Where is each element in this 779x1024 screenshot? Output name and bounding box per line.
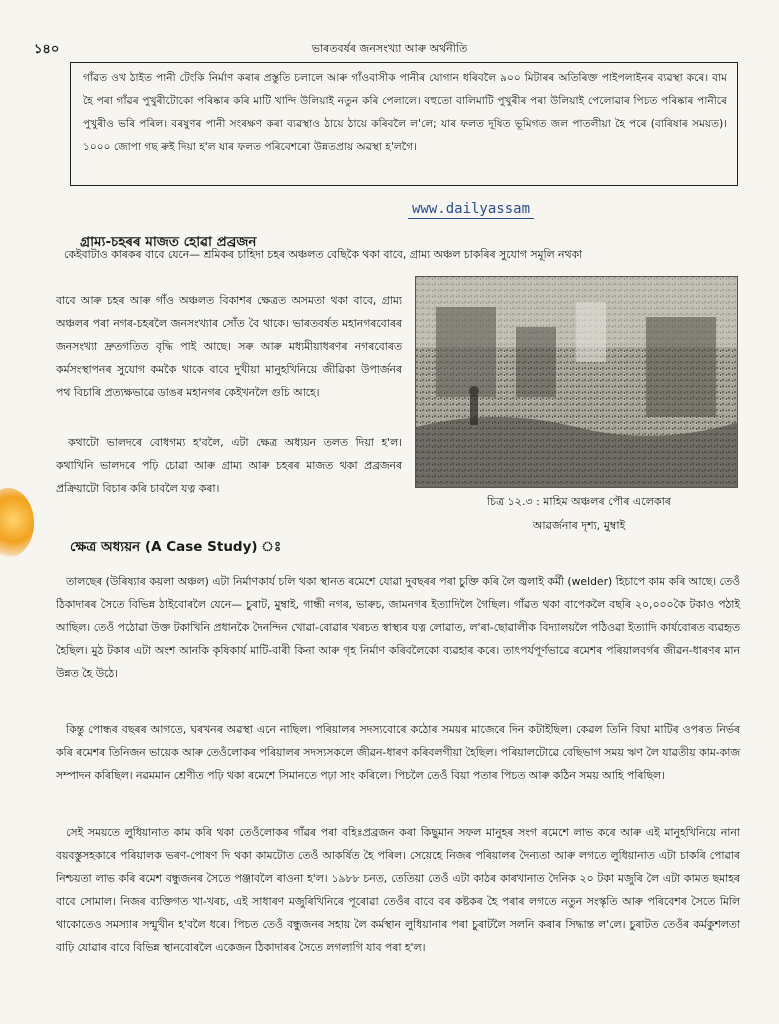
figure-caption-line-2: আৱৰ্জনাৰ দৃশ্য, মুম্বাই xyxy=(532,519,626,532)
case-study-para-3: সেই সময়তে লুধিয়ানাত কাম কৰি থকা তেওঁলোকৰ গাঁৱৰ পৰা বহিঃপ্ৰব্ৰজন কৰা কিছুমান সফল মানুহৰ সংগ ৰমেশে লাভ কৰে আৰু এই মানুহখিনিয়ে নানা বয়বস্তুসহকাৰে পৰিয়ালক ভৰণ-পোষণ দি থকা কামটোত তেওঁ আকৰ্ষিত হৈ পৰিল। সেয়েহে নিজৰ পৰিয়ালৰ দৈন্যতা আৰু লগতে লুধিয়ানাত এটা চাকৰি পোৱাৰ নিশ্চয়তা লাভ কৰি ৰমেশ বন্ধুজনৰ সৈতে পঞ্জাবলৈ ৰাওনা হ'ল। ১৯৮৮ চনত, তেতিয়া তেওঁ এটা কাঠৰ কাৰখানাত দৈনিক ২০ টকা মজুৰি লৈ এটা কামত ছমাহৰ বাবে সোমাল। নিজৰ ব্যক্তিগত খা-খৰচ, এই সাধাৰণ মজুৰিখিনিৰে পূৰোৱা তেওঁৰ বাবে বৰ কষ্টকৰ হৈ পৰাৰ লগতে নতুন সংস্কৃতি আৰু পৰিবেশৰ সৈতে মিলি থাকোতেও সমস্যাৰ সন্মুখীন হ'বলৈ ধৰে। পিচত তেওঁ বন্ধুজনৰ সহায় লৈ কৰ্মস্থান লুধিয়ানাৰ পৰা চুৰাটলৈ সলনি কৰাৰ সিদ্ধান্ত ল'লে। চুৰাটত তেওঁৰ কৰ্মকুশলতা বাঢ়ি যোৱাৰ বাবে বিভিন্ন স্থানবোৰলৈ একেজন ঠিকাদাৰৰ সৈতে লগলাগি যাব পৰা হ'ল। xyxy=(56,826,740,954)
case-study-para-1: তালছেৰ (উৰিষ্যাৰ কয়লা অঞ্চল) এটা নিৰ্মাণকাৰ্য চলি থকা স্থানত ৰমেশে যোৱা দুবছৰৰ পৰা চুক্তি কৰি লৈ জ্বলাই কৰ্মী (welder) হিচাপে কাম কৰি আছে। তেওঁ ঠিকাদাৰৰ সৈতে বিভিন্ন ঠাইবোৰলৈ যেনে— চুৰাট, মুম্বাই, গান্ধী নগৰ, ভাৰুচ, জামনগৰ ইত্যাদিলৈ গৈছিল। গাঁৱত থকা বাপেকলৈ বছৰি ২০,০০০কৈ টকাও পঠাই আছিল। তেওঁ পঠোৱা উক্ত টকাখিনি প্ৰধানকৈ দৈনন্দিন খোৱা-বোৱাৰ খৰচত স্বাস্থ্যৰ যত্ন লোৱাত, ল'ৰা-ছোৱালীক বিদ্যালয়লৈ পঠিওৱা ইত্যাদি কাৰ্যবোৰত ব্যৱহৃত হৈছিল। মুঠ টকাৰ এটা অংশ আনকি কৃষিকাৰ্য মাটি-বাৰী কিনা আৰু গৃহ নিৰ্মাণ কৰিবলৈকো ব্যৱহাৰ কৰে। তাৎপৰ্যপূৰ্ণভাৱে ৰমেশৰ পৰিয়ালবৰ্গৰ জীৱন-ধাৰণৰ মান উন্নত হৈ উঠে। xyxy=(56,575,740,680)
watermark-text: www.dailyassam xyxy=(408,200,534,219)
slum-photo-illustration xyxy=(416,277,738,488)
boxed-note: গাঁৱত ওখ ঠাইত পানী টেংকি নিৰ্মাণ কৰাৰ প্ৰস্তুতি চলালে আৰু গাঁওবাসীক পানীৰ যোগান ধৰিবলৈ ৯০০ মিটাৰৰ অতিৰিক্ত পাইপলাইনৰ ব্যৱস্থা কৰে। বাম হৈ পৰা গাঁৱৰ পুখুৰীটোকো পৰিষ্কাৰ কৰি মাটি খান্দি উলিয়াই নতুন কৰি পেলালে। বহুতো বালিমাটি পুখুৰীৰ পৰা উলিয়াই পেলোৱাৰ পিচত পৰিষ্কাৰ পানীৰে পুখুৰীও ভৰি পৰিল। বৰষুণৰ পানী সংৰক্ষণ কৰা ব্যৱস্থাও ঠায়ে ঠায়ে কৰিবলৈ ল'লে; যাৰ ফলত দূষিত ভূমিগত জল পাতলীয়া হৈ পৰে (বাৰিষাৰ সময়ত)। ১০০০ জোপা গছ ৰুই দিয়া হ'ল যাৰ ফলত পৰিবেশৰো উন্নতপ্ৰায় অৱস্থা হ'লগৈ। xyxy=(70,62,738,186)
migration-intro: কেইবাটাও কাৰকৰ বাবে যেনে— শ্ৰমিকৰ চাহিদা চহৰ অঞ্চলত বেছিকৈ থকা বাবে, গ্ৰাম্য অঞ্চল চাকৰিৰ সুযোগ সমূলি নথকা xyxy=(64,248,583,261)
running-header: ভাৰতবৰ্ষৰ জনসংখ্যা আৰু অৰ্থনীতি xyxy=(311,42,468,55)
figure-photo xyxy=(415,276,738,488)
migration-para-1: বাবে আৰু চহৰ আৰু গাঁও অঞ্চলত বিকাশৰ ক্ষেত্ৰত অসমতা থকা বাবে, গ্ৰাম্য অঞ্চলৰ পৰা নগৰ-চহৰলৈ জনসংখ্যাৰ সোঁত বৈ থাকে। ভাৰতবৰ্ষত মহানগৰবোৰৰ জনসংখ্যা দ্ৰুতগতিত বৃদ্ধি পাই আছে। সৰু আৰু মধ্যমীয়াধৰণৰ নগৰবোৰত কৰ্মসংস্থাপনৰ সুযোগ কমকৈ থাকে বাবে দুখীয়া মানুহখিনিয়ে জীৱিকা উপাৰ্জনৰ পথ বিচাৰি প্ৰত্যক্ষভাৱে ডাঙৰ মহানগৰ কেইখনলৈ গুচি আহে। xyxy=(56,294,402,399)
section-heading-migration: গ্ৰাম্য-চহৰৰ মাজত হোৱা প্ৰব্ৰজন xyxy=(80,234,257,250)
figure-caption xyxy=(420,490,738,538)
paper-stain xyxy=(0,488,34,558)
figure-caption-line-1: চিত্ৰ ১২.৩ : মাহিম অঞ্চলৰ পৌৰ এলেকাৰ xyxy=(487,495,671,508)
migration-para-2: কথাটো ভালদৰে বোধগম্য হ'বলৈ, এটা ক্ষেত্ৰ অধ্যয়ন তলত দিয়া হ'ল। কথাখিনি ভালদৰে পঢ়ি চোৱা আৰু গ্ৰাম্য আৰু চহৰৰ মাজত থকা প্ৰব্ৰজনৰ প্ৰক্ৰিয়াটো বিচাৰ কৰি চাবলৈ যত্ন কৰা। xyxy=(56,436,402,495)
case-study-para-2: কিন্তু পোন্ধৰ বছৰৰ আগতে, ঘৰখনৰ অৱস্থা এনে নাছিল। পৰিয়ালৰ সদস্যবোৰে কঠোৰ সময়ৰ মাজেৰে দিন কটাইছিল। কেৱল তিনি বিঘা মাটিৰ ওপৰত নিৰ্ভৰ কৰি ৰমেশৰ তিনিজন ভায়েক আৰু তেওঁলোকৰ পৰিয়ালৰ সদস্যসকলে জীৱন-ধাৰণ কৰিবলগীয়া হৈছিল। পৰিয়ালটোৱে বেছিভাগ সময় ঋণ লৈ যাৱতীয় কাম-কাজ সম্পাদন কৰিছিল। নৱমমান শ্ৰেণীত পঢ়ি থকা ৰমেশে সিমানতে পঢ়া সাং কৰিলে। পিচলৈ তেওঁ বিয়া পতাৰ পিচত আৰু কঠিন সময় আহি পৰিছিল। xyxy=(56,723,740,782)
section-heading-case-study: ক্ষেত্ৰ অধ্যয়ন (A Case Study) ঃ xyxy=(70,539,282,555)
page-number: ১৪০ xyxy=(34,42,60,57)
